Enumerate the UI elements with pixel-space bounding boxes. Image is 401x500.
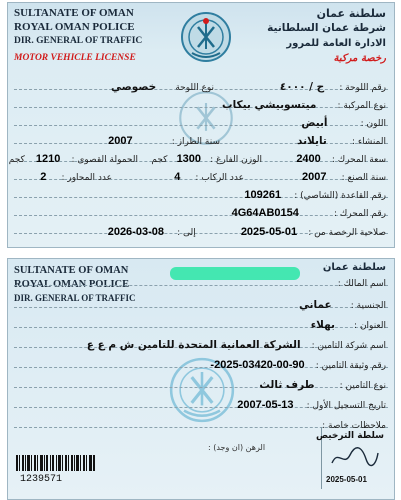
passengers-value: 4 xyxy=(174,171,181,183)
vehicle-type-field xyxy=(222,93,386,112)
plate-type-label: نوع اللوحة xyxy=(175,83,214,93)
nationality-value: عماني xyxy=(298,299,332,311)
first-registration-label: تاريخ التسجيل الأول : xyxy=(306,401,386,411)
chassis-value: 109261 xyxy=(244,189,282,201)
plate-number-value: ح / ٤٠٠٠ xyxy=(279,81,325,93)
header-en-line3: DIR. GENERAL OF TRAFFIC xyxy=(14,36,143,46)
header-en-line1: SULTANATE OF OMAN xyxy=(14,7,134,19)
manufacture-year-field xyxy=(302,165,386,184)
header-ar-line1: سلطنة عمان xyxy=(322,262,386,273)
header-en-line1: SULTANATE OF OMAN xyxy=(14,265,129,276)
passengers-label: عدد الركاب : xyxy=(195,173,244,183)
owner-label: اسم المالك : xyxy=(337,279,386,289)
empty-weight-field xyxy=(151,147,262,166)
plate-type-field xyxy=(111,75,214,94)
insurance-type-value: طرف ثالث xyxy=(259,379,315,391)
licensing-authority-label: سلطة الترخيص xyxy=(315,431,384,441)
header-en-line2: ROYAL OMAN POLICE xyxy=(14,279,130,290)
max-load-label: الحمولة القصوى : xyxy=(71,155,138,165)
model-year-label: سنة الطراز : xyxy=(171,137,220,147)
engine-capacity-field xyxy=(296,147,386,166)
insurer-label: اسم شركة التامين : xyxy=(311,341,386,351)
barcode-icon xyxy=(16,455,96,471)
insurance-type-label: نوع التامين : xyxy=(339,381,386,391)
validity-field xyxy=(108,220,386,239)
passengers-field xyxy=(174,165,244,184)
divider xyxy=(14,285,388,286)
chassis-label: رقم القاعدة (الشاصي) : xyxy=(294,191,386,201)
to-label: إلى : xyxy=(177,228,196,238)
engine-number-label: رقم المحرك : xyxy=(333,209,386,219)
header-ar-line3: الادارة العامة للمرور xyxy=(286,38,386,49)
engine-number-field xyxy=(232,201,386,220)
license-front-card xyxy=(7,2,395,248)
color-value: أبيض xyxy=(301,117,328,129)
header-en-line3: DIR. GENERAL OF TRAFFIC xyxy=(14,293,136,303)
notes-label: ملاحظات خاصة : xyxy=(322,421,386,431)
licensing-authority-box xyxy=(315,427,388,489)
serial-number: 1239571 xyxy=(20,474,63,485)
plate-number-field xyxy=(280,75,386,94)
engine-number-value: 4G64AB0154 xyxy=(231,207,299,219)
axles-field xyxy=(40,165,112,184)
model-year-field xyxy=(108,129,220,148)
redacted-owner-highlight xyxy=(170,267,300,280)
validity-label: صلاحية الرخصة من : xyxy=(308,228,386,238)
insurer-field xyxy=(87,333,386,352)
address-field xyxy=(311,313,386,332)
max-load-value: 1210 xyxy=(35,153,61,165)
license-back-card xyxy=(7,258,395,500)
validity-from-value: 2025-05-01 xyxy=(240,226,298,238)
license-title-en: MOTOR VEHICLE LICENSE xyxy=(14,53,136,63)
origin-field xyxy=(297,129,386,148)
vehicle-type-value: ميتسوبيشي بيكاب xyxy=(222,99,317,111)
kg-unit: كجم xyxy=(151,155,168,165)
plate-type-value: خصوصي xyxy=(110,81,157,93)
engine-capacity-value: 2400 xyxy=(296,153,321,165)
chassis-field xyxy=(244,183,386,202)
validity-to-value: 2026-03-08 xyxy=(107,226,164,238)
empty-weight-value: 1300 xyxy=(176,153,202,165)
nationality-label: الجنسية : xyxy=(350,301,386,311)
address-value: بهلاء xyxy=(310,319,335,331)
policy-value: -2025-03420-00-90 xyxy=(210,359,305,371)
model-year-value: 2007 xyxy=(108,135,133,147)
first-registration-value: 2007-05-13 xyxy=(237,399,294,411)
insurance-type-field xyxy=(259,373,386,392)
color-field xyxy=(301,111,386,130)
policy-field xyxy=(210,353,386,372)
vehicle-type-label: نوع المركبة : xyxy=(337,101,386,111)
manufacture-year-label: سنة الصنع : xyxy=(341,173,386,183)
axles-label: عدد المحاور : xyxy=(61,173,112,183)
mortgage-label: الرهن (ان وجد) : xyxy=(208,443,266,452)
issue-date: 2025-05-01 xyxy=(326,475,367,484)
max-load-field xyxy=(9,147,138,166)
color-label: اللون : xyxy=(360,119,386,129)
header-ar-line1: سلطنة عمان xyxy=(316,7,386,20)
engine-capacity-label: سعة المحرك : xyxy=(331,155,386,165)
signature-icon xyxy=(330,445,380,469)
first-registration-field xyxy=(237,393,386,412)
empty-weight-label: الوزن الفارغ : xyxy=(210,155,262,165)
owner-field xyxy=(338,271,386,290)
header-ar-line2: شرطة عمان السلطانية xyxy=(267,22,386,34)
manufacture-year-value: 2007 xyxy=(302,171,327,183)
oman-police-emblem-icon xyxy=(178,9,234,65)
axles-value: 2 xyxy=(40,171,47,183)
plate-number-label: رقم اللوحة : xyxy=(339,83,386,93)
address-label: العنوان : xyxy=(354,321,386,331)
kg-unit: كجم xyxy=(8,155,25,165)
origin-value: تايلاند xyxy=(297,135,327,147)
header-en-line2: ROYAL OMAN POLICE xyxy=(14,21,135,33)
origin-label: المنشاء : xyxy=(351,137,386,147)
policy-label: رقم وثيقة التامين : xyxy=(315,361,386,371)
license-title-ar: رخصة مركبة xyxy=(333,53,386,64)
nationality-field xyxy=(299,293,386,312)
insurer-value: الشركة العمانية المتحدة للتامين ش م ع ع xyxy=(86,339,301,351)
